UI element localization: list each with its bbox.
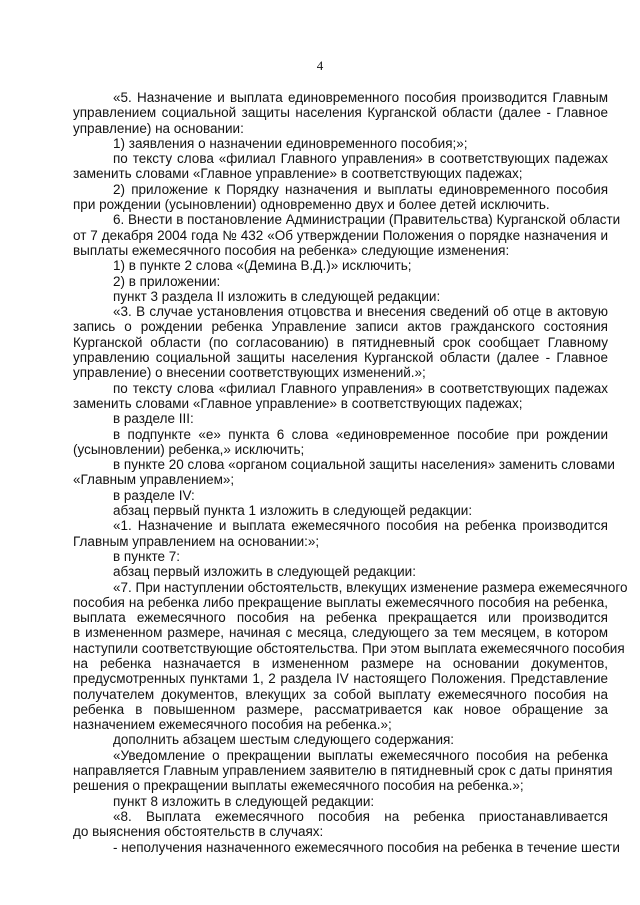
paragraph-line: Главным управлением на основании:»; (73, 533, 320, 549)
paragraph-line: 1) заявления о назначении единовременного пособия;»; (113, 135, 468, 151)
document-body (73, 90, 628, 855)
paragraph-line: «5. Назначение и выплата единовременного пособия производится Главным (113, 90, 608, 105)
paragraph-line: в подпункте «е» пункта 6 слова «единовременное пособие при рождении (113, 426, 608, 442)
paragraph-line: пункт 3 раздела II изложить в следующей редакции: (113, 288, 441, 304)
paragraph-line: в разделе III: (113, 411, 194, 427)
paragraph-line: - неполучения назначенного ежемесячного пособия на ребенка в течение шести (113, 839, 620, 855)
paragraph-line: в пункте 20 слова «органом социальной защиты населения» заменить словами (113, 457, 615, 473)
paragraph-line: наступили соответствующие обстоятельства. При этом выплата ежемесячного пособия (73, 640, 625, 656)
paragraph (73, 839, 620, 855)
paragraph (73, 503, 608, 518)
paragraph-line: заменить словами «Главное управление» в соответствующих падежах; (73, 395, 523, 411)
paragraph-line: 2) приложение к Порядку назначения и выплаты единовременного пособия (113, 181, 608, 197)
paragraph-line: до выяснения обстоятельств в случаях: (73, 824, 324, 840)
paragraph-line: заменить словами «Главное управление» в соответствующих падежах; (73, 166, 523, 182)
paragraph-line: по тексту слова «филиал Главного управления» в соответствующих падежах (113, 380, 608, 396)
paragraph-line: пункт 8 изложить в следующей редакции: (113, 793, 375, 809)
paragraph-line: абзац первый изложить в следующей редакции: (113, 564, 416, 580)
paragraph-line: (усыновлении) ребенка,» исключить; (73, 441, 305, 457)
paragraph (73, 427, 608, 458)
page-number: 4 (316, 58, 324, 73)
paragraph-line: дополнить абзацем шестым следующего содержания: (113, 732, 455, 748)
paragraph-line: ребенка в повышенном размере, рассматривается как новое обращение за (73, 701, 608, 717)
paragraph (73, 564, 608, 579)
paragraph-line: выплаты ежемесячного пособия на ребенка» следующие изменения: (73, 242, 510, 258)
paragraph (73, 381, 608, 412)
paragraph-line: 1) в пункте 2 слова «(Демина В.Д.)» исключить; (113, 258, 412, 274)
paragraph (73, 457, 615, 488)
paragraph-line: назначением ежемесячного пособия на ребенка.»; (73, 717, 392, 733)
paragraph-line: в разделе IV: (113, 487, 195, 503)
paragraph-line: в пункте 7: (113, 548, 181, 564)
paragraph-line: абзац первый пункта 1 изложить в следующей редакции: (113, 503, 473, 519)
paragraph-line: «3. В случае установления отцовства и внесения сведений об отце в актовую (113, 304, 608, 320)
paragraph-line: Курганской области (по согласованию) в пятидневный срок сообщает Главному (73, 334, 608, 350)
paragraph-line: выплата ежемесячного пособия на ребенка прекращается или производится (73, 610, 608, 626)
paragraph (73, 794, 608, 809)
paragraph-line: решения о прекращении выплаты ежемесячного пособия на ребенка.»; (73, 778, 524, 794)
paragraph-line: «Уведомление о прекращении выплаты ежемесячного пособия на ребенка (113, 747, 608, 763)
paragraph-line: в измененном размере, начиная с месяца, следующего за тем месяцем, в котором (73, 625, 608, 641)
paragraph (73, 809, 608, 840)
paragraph-line: пособия на ребенка либо прекращение выплаты ежемесячного пособия на ребенка, (73, 594, 608, 610)
paragraph-line: при рождении (усыновлении) одновременно двух и более детей исключить. (73, 197, 550, 213)
paragraph (73, 274, 608, 289)
paragraph (73, 549, 608, 564)
paragraph-line: 6. Внести в постановление Администрации (Правительства) Курганской области (113, 212, 621, 228)
paragraph-line: «1. Назначение и выплата ежемесячного пособия на ребенка производится (113, 518, 608, 534)
paragraph-line: на ребенка назначается в измененном размере на основании документов, (73, 655, 608, 671)
paragraph (73, 289, 608, 304)
paragraph-line: управление) на основании: (73, 120, 244, 136)
paragraph (73, 488, 608, 503)
paragraph (73, 212, 621, 258)
paragraph-line: направляется Главным управлением заявителю в пятидневный срок с даты принятия (73, 763, 613, 779)
paragraph (73, 732, 608, 747)
paragraph (73, 151, 608, 182)
paragraph-line: «Главным управлением»; (73, 472, 235, 488)
paragraph-line: управлением социальной защиты населения Курганской области (далее - Главное (73, 105, 608, 121)
paragraph (73, 182, 608, 213)
paragraph (73, 747, 613, 794)
paragraph (73, 258, 608, 273)
paragraph-line: управлению социальной защиты населения Курганской области (далее - Главное (73, 350, 608, 366)
paragraph (73, 518, 608, 549)
paragraph-line: предусмотренных пунктами 1, 2 раздела IV настоящего Положения. Представление (73, 671, 608, 687)
paragraph-line: получателем документов, влекущих за собой выплату ежемесячного пособия на (73, 686, 608, 702)
paragraph (73, 411, 608, 426)
paragraph-line: «8. Выплата ежемесячного пособия на ребенка приостанавливается (113, 808, 608, 824)
paragraph-line: «7. При наступлении обстоятельств, влекущих изменение размера ежемесячного (113, 579, 628, 595)
paragraph (73, 579, 628, 733)
paragraph (73, 90, 608, 136)
paragraph-line: от 7 декабря 2004 года № 432 «Об утверждении Положения о порядке назначения и (73, 227, 608, 243)
paragraph-line: по тексту слова «филиал Главного управления» в соответствующих падежах (113, 151, 608, 167)
paragraph-line: управление) о внесении соответствующих изменений.»; (73, 365, 426, 381)
paragraph-line: запись о рождении ребенка Управление записи актов гражданского состояния (73, 319, 608, 335)
paragraph-line: 2) в приложении: (113, 273, 221, 289)
paragraph (73, 304, 608, 380)
paragraph (73, 136, 608, 151)
